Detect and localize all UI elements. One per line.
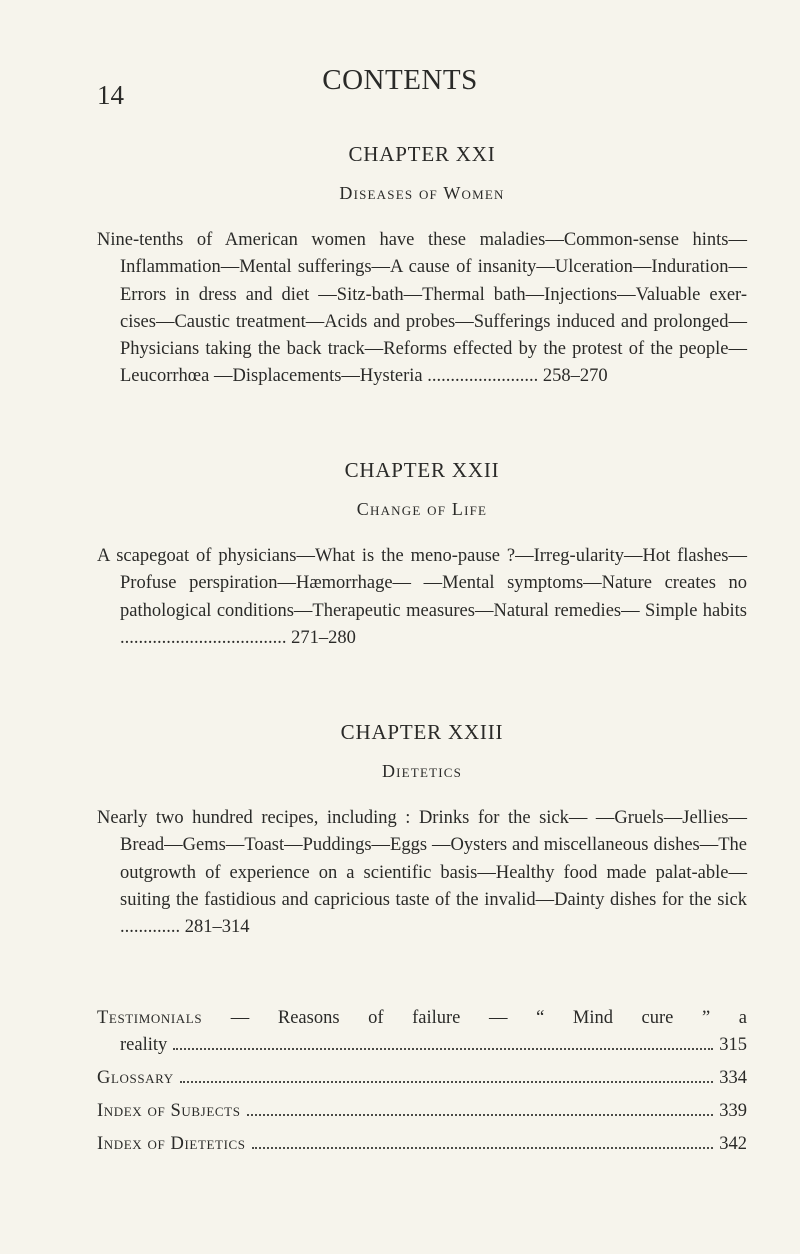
- entry-label: Index of Dietetics: [97, 1134, 246, 1154]
- chapter-title: CHAPTER XXII: [344, 458, 500, 482]
- entry-page: 342: [719, 1134, 747, 1154]
- page-range: 271–280: [291, 627, 356, 648]
- dot-leader: [252, 1147, 714, 1149]
- dot-leader: [180, 1081, 714, 1083]
- entry-label: Glossary: [97, 1068, 174, 1088]
- page-number: 14: [97, 80, 124, 110]
- chapter-subtitle: Diseases of Women: [339, 183, 505, 203]
- summary-text: A scapegoat of physicians—What is the meno-pause ?—Irreg-ularity—Hot flashes—Profuse perspiration—Hæmorrhage— —Mental symptoms—Nature creates no pathological conditions—Therapeutic measures—Natural remedies— Simple habits ....................................: [97, 546, 747, 648]
- dot-leader: [173, 1048, 713, 1050]
- entry-page: 334: [719, 1068, 747, 1088]
- chapter-subtitle: Change of Life: [356, 499, 488, 519]
- page-range: 281–314: [184, 917, 250, 938]
- chapter-summary: [97, 543, 747, 652]
- entry-label: Index of Subjects: [97, 1101, 241, 1121]
- chapter-summary: [97, 227, 747, 391]
- summary-text: Nine-tenths of American women have these maladies—Common-sense hints—Inflammation—Mental sufferings—A cause of insanity—Ulceration—Induration—Errors in dress and diet —Sitz-bath—Thermal bath—Injections—Valuable exer-cises—Caustic treatment—Acids and probes—Sufferings induced and prolonged—Physicians taking the back track—Reforms effected by the protest of the people—Leucorrhœa —Displacements—Hysteria ........................: [97, 230, 747, 387]
- chapter-title: CHAPTER XXI: [348, 142, 496, 166]
- chapter-xxi: [97, 142, 747, 391]
- chapter-title: CHAPTER XXIII: [340, 720, 504, 744]
- page-range: 258–270: [542, 366, 608, 387]
- summary-text: Nearly two hundred recipes, including : Drinks for the sick— —Gruels—Jellies—Bread—Gems—Toast—Puddings—Eggs —Oysters and miscellaneous dishes—The outgrowth of experience on a scientific basis—Healthy food made palat-able—suiting the fastidious and capricious taste of the invalid—Dainty dishes for the sick .............: [97, 808, 747, 938]
- entry-first-line: [97, 1005, 747, 1032]
- entry-page: 315: [719, 1035, 747, 1055]
- entry-text: reality: [120, 1035, 168, 1055]
- testimonials-entry: [97, 1005, 747, 1059]
- running-head: CONTENTS: [322, 64, 478, 96]
- chapter-summary: [97, 805, 747, 941]
- dot-leader: [247, 1114, 714, 1116]
- index-dietetics-entry: [97, 1131, 747, 1158]
- entry-label: Testimonials: [97, 1008, 203, 1028]
- entry-page: 339: [719, 1101, 747, 1121]
- chapter-xxii: [97, 458, 747, 652]
- entry-second-line: [97, 1032, 747, 1059]
- chapter-xxiii: [97, 720, 747, 941]
- chapter-subtitle: Dietetics: [381, 761, 463, 781]
- entry-text: — Reasons of failure — “ Mind cure ” a: [202, 1008, 747, 1028]
- index-subjects-entry: [97, 1098, 747, 1125]
- glossary-entry: [97, 1065, 747, 1092]
